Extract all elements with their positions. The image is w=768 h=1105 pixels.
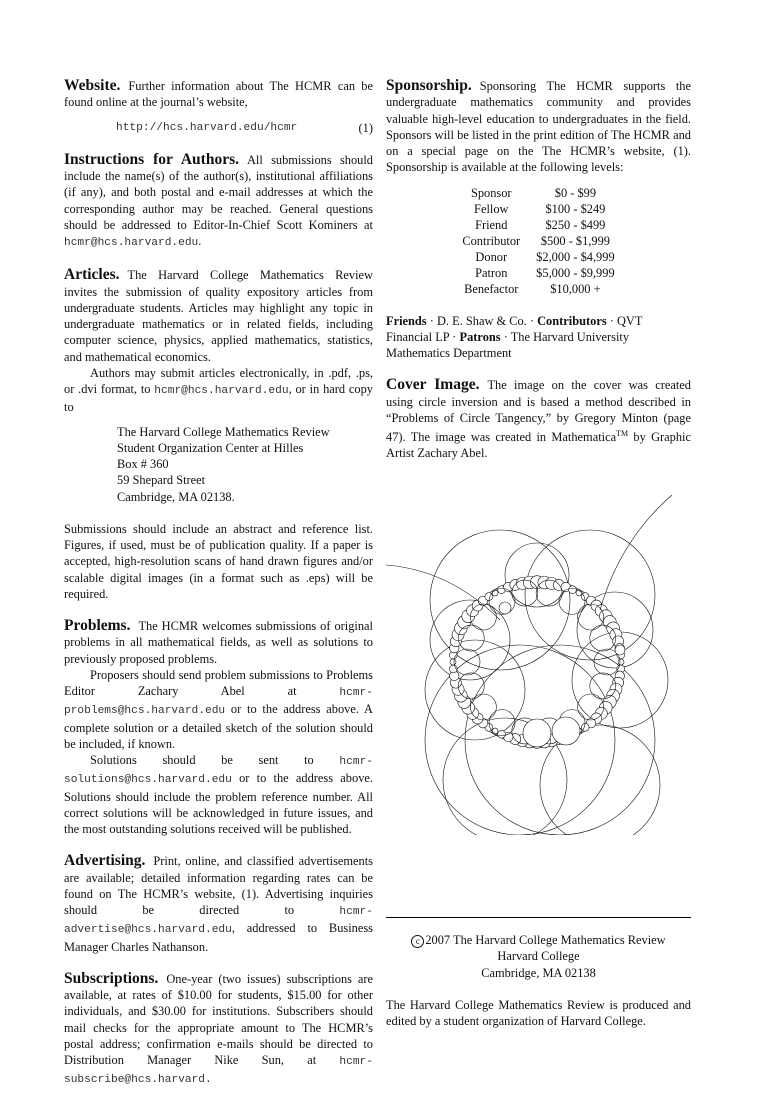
punctuation: . <box>198 234 202 248</box>
email-link[interactable]: hcmr@hcs.harvard.edu <box>154 385 289 397</box>
level-range: $5,000 - $9,999 <box>536 265 615 280</box>
copyright-block <box>386 932 691 981</box>
sponsor-tier-label: Patrons <box>459 329 501 344</box>
section-heading: Subscriptions. <box>64 969 159 987</box>
email-link[interactable]: hcmr-advertise@hcs.harvard.edu <box>64 906 373 937</box>
figure-circle <box>492 590 498 596</box>
sponsorship-level-row <box>454 265 622 281</box>
paragraph-text: or to the address above. A complete solution or a detailed sketch of the solution should be included, if known. <box>64 702 373 751</box>
copyright-line: 2007 The Harvard College Mathematics Review <box>425 933 666 947</box>
divider <box>386 917 691 918</box>
section-heading: Instructions for Authors. <box>64 150 239 168</box>
sponsors-list <box>386 313 691 362</box>
level-name: Fellow <box>474 201 509 216</box>
sponsor-tier-label: Contributors <box>537 313 607 328</box>
paragraph-text: Print, online, and classified advertisements are available; detailed information regarding rates can be found on The HCMR’s website, (1). Advertising inquiries should be directed to <box>64 854 373 917</box>
problems-section <box>64 618 373 837</box>
figure-circle <box>618 659 624 665</box>
figure-arc <box>386 495 672 620</box>
figure-circle <box>425 640 525 740</box>
paragraph-text: Sponsoring The HCMR supports the undergraduate mathematics community and provides valuable high-level education to undergraduates in the field. Sponsors will be listed in the print edition of The HCMR and on a special page on the The HCMR’s website, (1). Sponsorship is available at the following levels: <box>386 79 691 175</box>
paragraph-text: , or in hard copy to <box>64 382 373 415</box>
figure-circle <box>569 586 577 594</box>
sponsorship-levels-table <box>454 185 622 297</box>
level-range: $500 - $1,999 <box>540 233 610 248</box>
sponsor-names: · D. E. Shaw & Co. · <box>426 313 538 328</box>
figure-circle <box>499 602 511 614</box>
cover-image-section <box>386 377 691 461</box>
email-link[interactable]: hcmr-solutions@hcs.harvard.edu <box>64 756 373 787</box>
sponsor-names: · The Harvard University Mathematics Department <box>386 329 630 360</box>
subscriptions-section <box>64 971 373 1089</box>
equation-number: (1) <box>358 120 373 135</box>
level-range: $100 - $249 <box>545 201 606 216</box>
paragraph-text: One-year (two issues) subscriptions are available, at rates of $10.00 for students, $15.00 for other individuals, and $30.00 for institutions. Subscribers should mail checks for the appropriate amount to The HCMR’s postal address; confirmation e-mails should be directed to Distribution Manager Nike Sun, at <box>64 971 373 1067</box>
sponsorship-level-row <box>454 217 622 233</box>
paragraph-text: The HCMR welcomes submissions of original problems in all mathematical fields, as well as solutions to previously proposed problems. <box>64 619 373 666</box>
address-line: The Harvard College Mathematics Review <box>117 424 330 439</box>
paragraph-text: Proposers should send problem submissions to Problems Editor Zachary Abel at <box>64 667 373 698</box>
sponsorship-level-row <box>454 201 622 217</box>
website-section <box>64 78 373 136</box>
right-column <box>386 78 691 462</box>
circle-inversion-cover-image <box>386 490 706 835</box>
sponsorship-level-row <box>454 233 622 249</box>
figure-circle <box>552 717 580 745</box>
sponsorship-level-row <box>454 281 622 297</box>
address-line: Student Organization Center at Hilles <box>117 440 304 455</box>
level-name: Friend <box>475 217 508 232</box>
level-name: Contributor <box>462 233 521 248</box>
level-range: $250 - $499 <box>545 217 606 232</box>
authors-section <box>64 152 373 252</box>
figure-circle <box>498 730 506 738</box>
level-name: Patron <box>475 265 508 280</box>
sponsor-tier-label: Friends <box>386 313 427 328</box>
paragraph-text: Further information about The HCMR can be found online at the journal’s website, <box>64 79 373 110</box>
section-heading: Cover Image. <box>386 376 480 394</box>
sponsorship-level-row <box>454 249 622 265</box>
paragraph-text: All submissions should include the name(s) of the author(s), institutional affiliations (if any), and both postal and e-mail addresses at which the corresponding author may be reached. General questions should be addressed to Editor-In-Chief Scott Kominers at <box>64 152 373 232</box>
paragraph-text: Submissions should include an abstract and reference list. Figures, if used, must be of publication quality. If a paper is accepted, high-resolution scans of hand drawn figures and/or scalable digital images (in a format such as .eps) will be required. <box>64 521 373 601</box>
figure-circle <box>576 590 582 596</box>
address-line: Cambridge, MA 02138. <box>117 489 235 504</box>
footer-line: Cambridge, MA 02138 <box>481 965 596 980</box>
address-line: 59 Shepard Street <box>117 473 206 488</box>
footer-line: Harvard College <box>497 949 580 964</box>
section-heading: Sponsorship. <box>386 77 472 94</box>
paragraph-text: Authors may submit articles electronically, in .pdf, .ps, or .dvi format, to <box>64 365 373 396</box>
email-link[interactable]: hcmr@hcs.harvard.edu <box>64 237 199 249</box>
footer <box>386 917 691 1029</box>
paragraph-text: The image on the cover was created using circle inversion and is based a method described in “Problems of Circle Tangency,” by Gregory Minton (page 47). The image was created in Mathematica <box>386 378 691 445</box>
level-range: $0 - $99 <box>554 185 597 200</box>
paragraph-text: , addressed to Business Manager Charles Nathanson. <box>64 921 373 954</box>
sponsorship-section <box>386 78 691 297</box>
footer-note: The Harvard College Mathematics Review is produced and edited by a student organization of Harvard College. <box>386 997 691 1028</box>
level-name: Donor <box>475 249 508 264</box>
section-heading: Website. <box>64 77 121 94</box>
level-range: $10,000 + <box>550 281 601 296</box>
website-url-link[interactable]: http://hcs.harvard.edu/hcmr <box>116 121 298 134</box>
postal-address <box>117 424 373 505</box>
email-link[interactable]: hcmr-subscribe@hcs.harvard. <box>64 1056 373 1087</box>
level-range: $2,000 - $4,999 <box>536 249 615 264</box>
figure-circle <box>492 728 498 734</box>
left-column <box>64 78 373 1105</box>
figure-circle <box>450 659 456 665</box>
email-link[interactable]: hcmr-problems@hcs.harvard.edu <box>64 687 373 718</box>
section-heading: Problems. <box>64 617 131 634</box>
trademark: TM <box>616 429 629 438</box>
sponsor-names: · QVT Financial LP · <box>386 313 643 344</box>
paragraph-text: Solutions should be sent to <box>90 753 314 767</box>
section-heading: Articles. <box>64 266 120 284</box>
paragraph-text: by Graphic Artist Zachary Abel. <box>386 430 691 461</box>
figure-circle <box>615 645 625 655</box>
address-line: Box # 360 <box>117 457 169 471</box>
copyright-icon: c <box>411 935 424 948</box>
paragraph-text: The Harvard College Mathematics Review invites the submission of quality expository articles from undergraduate students. Articles may highlight any topic in undergraduate mathematics or in related fields, including computer science, physics, applied mathematics, statistics, and mathematical economics. <box>64 268 373 364</box>
advertising-section <box>64 853 373 955</box>
articles-section <box>64 267 373 602</box>
sponsorship-level-row <box>454 185 622 201</box>
section-heading: Advertising. <box>64 852 146 870</box>
figure-circle <box>523 719 551 747</box>
level-name: Sponsor <box>470 185 512 200</box>
paragraph-text: or to the address above. Solutions should include the problem reference number. All correct solutions will be acknowledged in future issues, and the most outstanding solutions received will be published. <box>64 771 373 836</box>
level-name: Benefactor <box>464 281 519 296</box>
